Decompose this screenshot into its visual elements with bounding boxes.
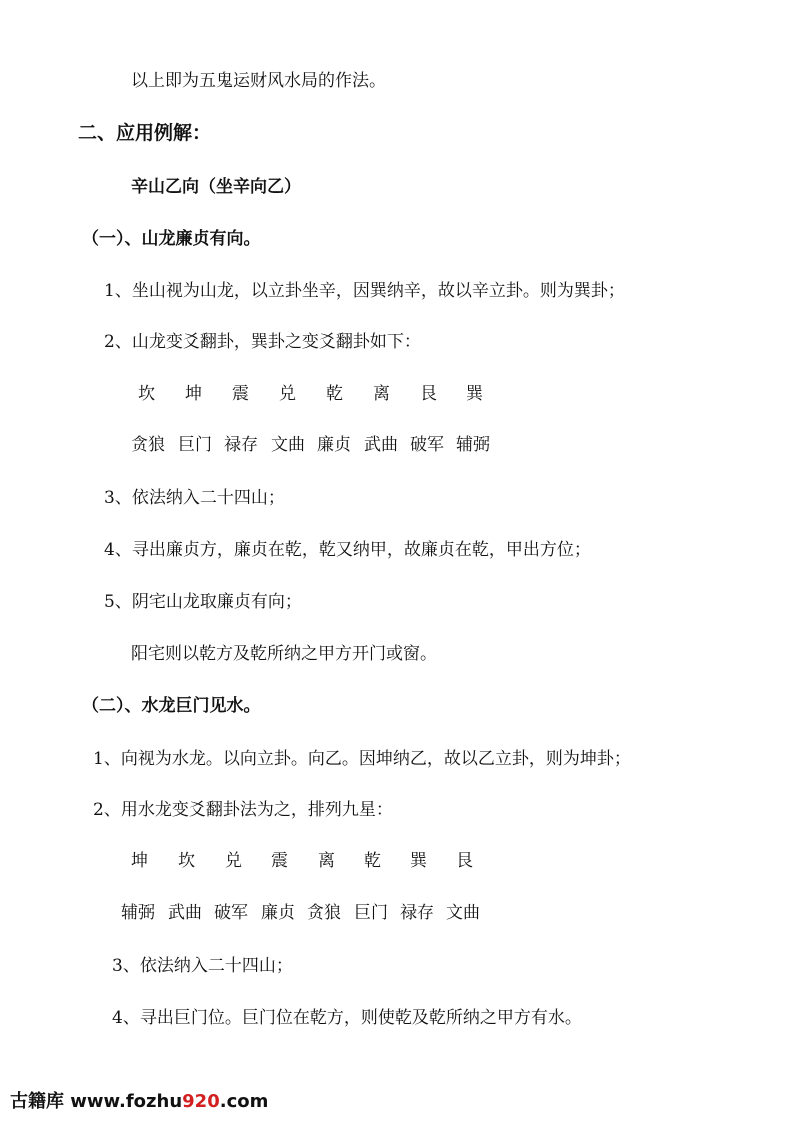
part1-step1: 1、坐山视为山龙，以立卦坐辛，因巽纳辛，故以辛立卦。则为巽卦； [104, 281, 625, 301]
part2-step3: 3、依法纳入二十四山； [112, 956, 293, 976]
table1-star: 廉贞 [317, 435, 351, 455]
table2-star: 巨门 [354, 903, 388, 923]
part1-step4: 4、寻出廉贞方，廉贞在乾，乾又纳甲，故廉贞在乾，甲出方位； [104, 540, 591, 560]
table2-star: 廉贞 [261, 903, 295, 923]
example-title: 辛山乙向（坐辛向乙） [131, 177, 301, 197]
table1-trigram: 艮 [420, 384, 437, 404]
section-heading: 二、应用例解： [78, 122, 212, 144]
table2-star: 禄存 [400, 903, 434, 923]
site-name: 古籍库 [10, 1091, 64, 1112]
part2-heading: （二）、水龙巨门见水。 [82, 696, 261, 716]
table2-trigram: 乾 [364, 851, 381, 871]
table2-star: 文曲 [446, 903, 480, 923]
table1-trigram-row [0, 382, 793, 406]
table2-star: 贪狼 [307, 903, 341, 923]
part1-step5: 5、阴宅山龙取廉贞有向； [104, 592, 302, 612]
table1-trigram: 巽 [466, 384, 483, 404]
intro-paragraph: 以上即为五鬼运财风水局的作法。 [131, 71, 386, 91]
part1-heading: （一）、山龙廉贞有向。 [82, 229, 261, 249]
site-url-prefix: www.fozhu [64, 1091, 183, 1112]
table2-star: 破军 [214, 903, 248, 923]
table2-trigram: 巽 [410, 851, 427, 871]
table1-star: 巨门 [178, 435, 212, 455]
table1-star: 武曲 [364, 435, 398, 455]
table1-trigram: 乾 [326, 384, 343, 404]
table2-star-row [0, 901, 793, 925]
table2-star: 辅弼 [121, 903, 155, 923]
table1-star: 禄存 [224, 435, 258, 455]
table1-trigram: 离 [373, 384, 390, 404]
table2-trigram: 兑 [225, 851, 242, 871]
part1-note: 阳宅则以乾方及乾所纳之甲方开门或窗。 [131, 644, 437, 664]
table1-trigram: 震 [232, 384, 249, 404]
table2-trigram-row [0, 849, 793, 873]
part2-step4: 4、寻出巨门位。巨门位在乾方，则使乾及乾所纳之甲方有水。 [112, 1008, 582, 1028]
table2-trigram: 震 [271, 851, 288, 871]
part1-step2: 2、山龙变爻翻卦，巽卦之变爻翻卦如下： [104, 332, 421, 352]
part2-step2: 2、用水龙变爻翻卦法为之，排列九星： [93, 800, 393, 820]
table1-trigram: 坤 [185, 384, 202, 404]
table2-trigram: 坎 [178, 851, 195, 871]
table2-star: 武曲 [168, 903, 202, 923]
site-watermark [10, 1090, 268, 1114]
table1-star: 文曲 [271, 435, 305, 455]
table1-star-row [0, 433, 793, 457]
table1-star: 贪狼 [131, 435, 165, 455]
table2-trigram: 坤 [131, 851, 148, 871]
table2-trigram: 艮 [456, 851, 473, 871]
table1-star: 辅弼 [456, 435, 490, 455]
table2-trigram: 离 [318, 851, 335, 871]
part2-step1: 1、向视为水龙。以向立卦。向乙。因坤纳乙，故以乙立卦，则为坤卦； [93, 749, 631, 769]
part1-step3: 3、依法纳入二十四山； [104, 488, 285, 508]
site-url-suffix: .com [219, 1091, 269, 1112]
table1-trigram: 兑 [279, 384, 296, 404]
table1-trigram: 坎 [138, 384, 155, 404]
table1-star: 破军 [410, 435, 444, 455]
site-url-number: 920 [182, 1091, 220, 1112]
